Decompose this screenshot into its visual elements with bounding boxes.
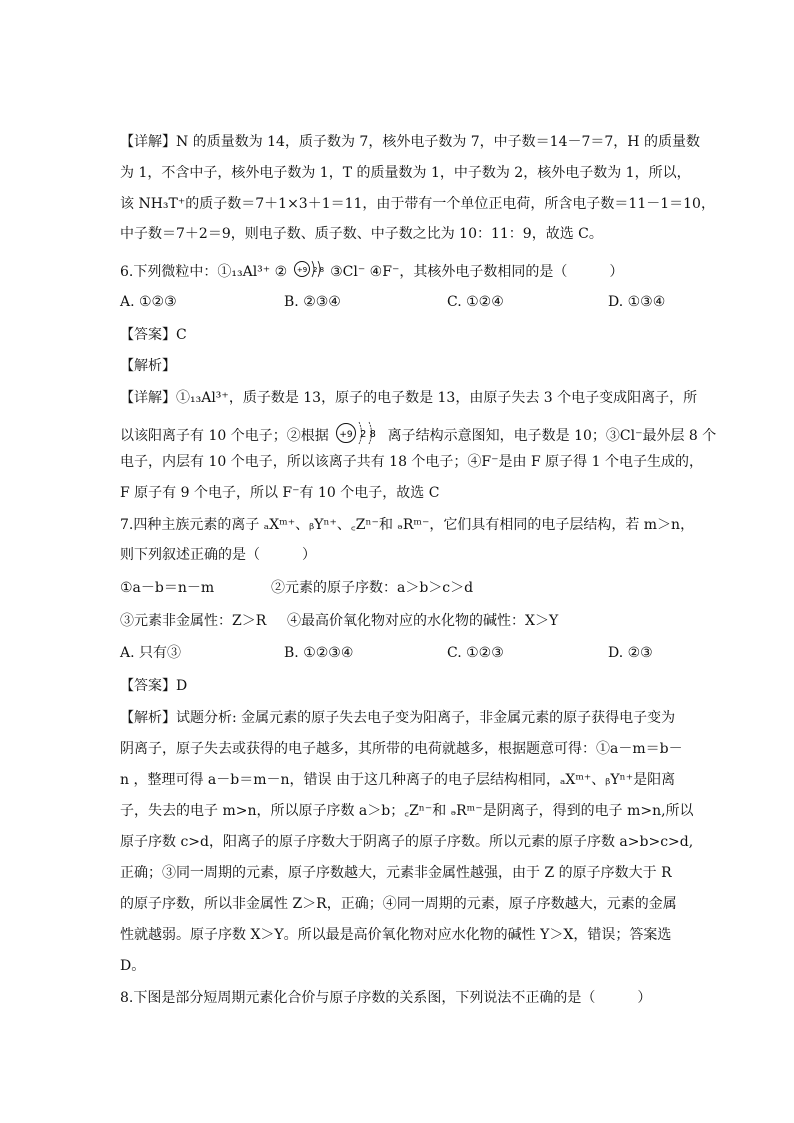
q7-option-c[interactable]: C. ①②③: [447, 645, 504, 661]
fluoride-ion-diagram-inline: [333, 420, 383, 452]
q7-analysis-line-7: 的原子序数，所以非金属性 Z＞R，正确；④同一周期的元素，原子序数越大，元素的金属: [120, 896, 677, 912]
detail-line-4: 中子数＝7＋2＝9，则电子数、质子数、中子数之比为 10：11：9，故选 C。: [120, 226, 603, 242]
q6-stem-part-a: 6.下列微粒中：①₁₃Al³⁺ ②: [120, 264, 288, 280]
q7-analysis-line-8: 性就越弱。原子序数 X＞Y。所以最是高价氧化物对应水化物的碱性 Y＞X，错误；答案选: [120, 927, 672, 943]
q6-detail-line-2: [120, 420, 716, 452]
q6-analysis-heading: 【解析】: [120, 358, 176, 374]
detail-line-1: 【详解】N 的质量数为 14，质子数为 7，核外电子数为 7，中子数＝14－7＝7，H 的质量数: [120, 134, 700, 150]
detail-line-2: 为 1，不含中子，核外电子数为 1，T 的质量数为 1，中子数为 2，核外电子数为 1，所以，: [120, 165, 691, 181]
q7-analysis-line-9: D。: [120, 958, 146, 974]
q6-detail-line-4: F 原子有 9 个电子，所以 F⁻有 10 个电子，故选 C: [120, 485, 440, 501]
q7-statement-4: ④最高价氧化物对应的水化物的碱性：X＞Y: [287, 613, 559, 629]
q6-detail-line-2-part-b: 离子结构示意图知，电子数是 10；③Cl⁻最外层 8 个: [387, 428, 717, 444]
q7-analysis-line-1: 【解析】试题分析: 金属元素的原子失去电子变为阳离子，非金属元素的原子获得电子变为: [120, 710, 676, 726]
fluoride-nucleus-label: +9: [296, 266, 307, 274]
fluoride-inline-nucleus-label: +9: [339, 430, 353, 440]
fluoride-shell-label: 2 8: [312, 266, 324, 274]
q7-analysis-line-3: n ，整理可得 a－b＝m－n，错误 由于这几种离子的电子层结构相同，ₐXᵐ⁺、ᵦYⁿ⁺是阳离: [120, 772, 676, 788]
q7-statement-2: ②元素的原子序数：a＞b＞c＞d: [271, 580, 474, 596]
q7-option-d[interactable]: D. ②③: [608, 645, 653, 661]
q7-analysis-line-5: 原子序数 c>d，阳离子的原子序数大于阴离子的原子序数。所以元素的原子序数 a>b>c>d,: [120, 834, 694, 850]
q6-option-c[interactable]: C. ①②④: [447, 294, 504, 310]
q7-analysis-line-4: 子，失去的电子 m>n，所以原子序数 a＞b；꜀Zⁿ⁻和 ₔRᵐ⁻是阴离子，得到的电子 m>n,所以: [120, 803, 694, 819]
q6-detail-line-2-part-a: 以该阳离子有 10 个电子；②根据: [120, 428, 329, 444]
q6-stem-part-b: ③Cl⁻ ④F⁻，其核外电子数相同的是（ ）: [330, 264, 624, 280]
q6-detail-line-1: 【详解】①₁₃Al³⁺，质子数是 13，原子的电子数是 13，由原子失去 3 个电子变成阳离子，所: [120, 390, 698, 406]
q7-stem-line-1: 7.四种主族元素的离子 ₐXᵐ⁺、ᵦYⁿ⁺、꜀Zⁿ⁻和 ₔRᵐ⁻，它们具有相同的电子层结构，若 m＞n，: [120, 517, 695, 533]
q6-stem: [120, 258, 623, 286]
q7-analysis-line-2: 阴离子，原子失去或获得的电子越多，其所带的电荷就越多，根据题意可得：①a－m＝b－: [120, 741, 683, 757]
q7-statement-1: ①a－b＝n－m: [120, 580, 215, 596]
q7-option-b[interactable]: B. ①②③④: [284, 645, 354, 661]
fluoride-inline-shell-label: 2 8: [360, 429, 377, 440]
q7-analysis-line-6: 正确；③同一周期的元素，原子序数越大，元素非金属性越强，由于 Z 的原子序数大于 R: [120, 865, 672, 881]
fluoride-ion-diagram: [292, 258, 326, 286]
q6-option-d[interactable]: D. ①③④: [608, 294, 666, 310]
detail-line-3: 该 NH₃T⁺的质子数＝7＋1×3＋1＝11，由于带有一个单位正电荷，所含电子数＝11－1＝10，: [120, 196, 715, 212]
q8-stem: 8.下图是部分短周期元素化合价与原子序数的关系图，下列说法不正确的是（ ）: [120, 990, 652, 1006]
q6-option-b[interactable]: B. ②③④: [284, 294, 341, 310]
q7-stem-line-2: 则下列叙述正确的是（ ）: [120, 547, 316, 563]
q6-option-a[interactable]: A. ①②③: [120, 294, 177, 310]
q6-answer: 【答案】C: [120, 327, 187, 343]
q6-detail-line-3: 电子，内层有 10 个电子，所以该离子共有 18 个电子；④F⁻是由 F 原子得 1 个电子生成的，: [120, 454, 703, 470]
q7-answer: 【答案】D: [120, 678, 188, 694]
q7-option-a[interactable]: A. 只有③: [120, 645, 182, 661]
q7-statement-3: ③元素非金属性：Z＞R: [120, 613, 267, 629]
